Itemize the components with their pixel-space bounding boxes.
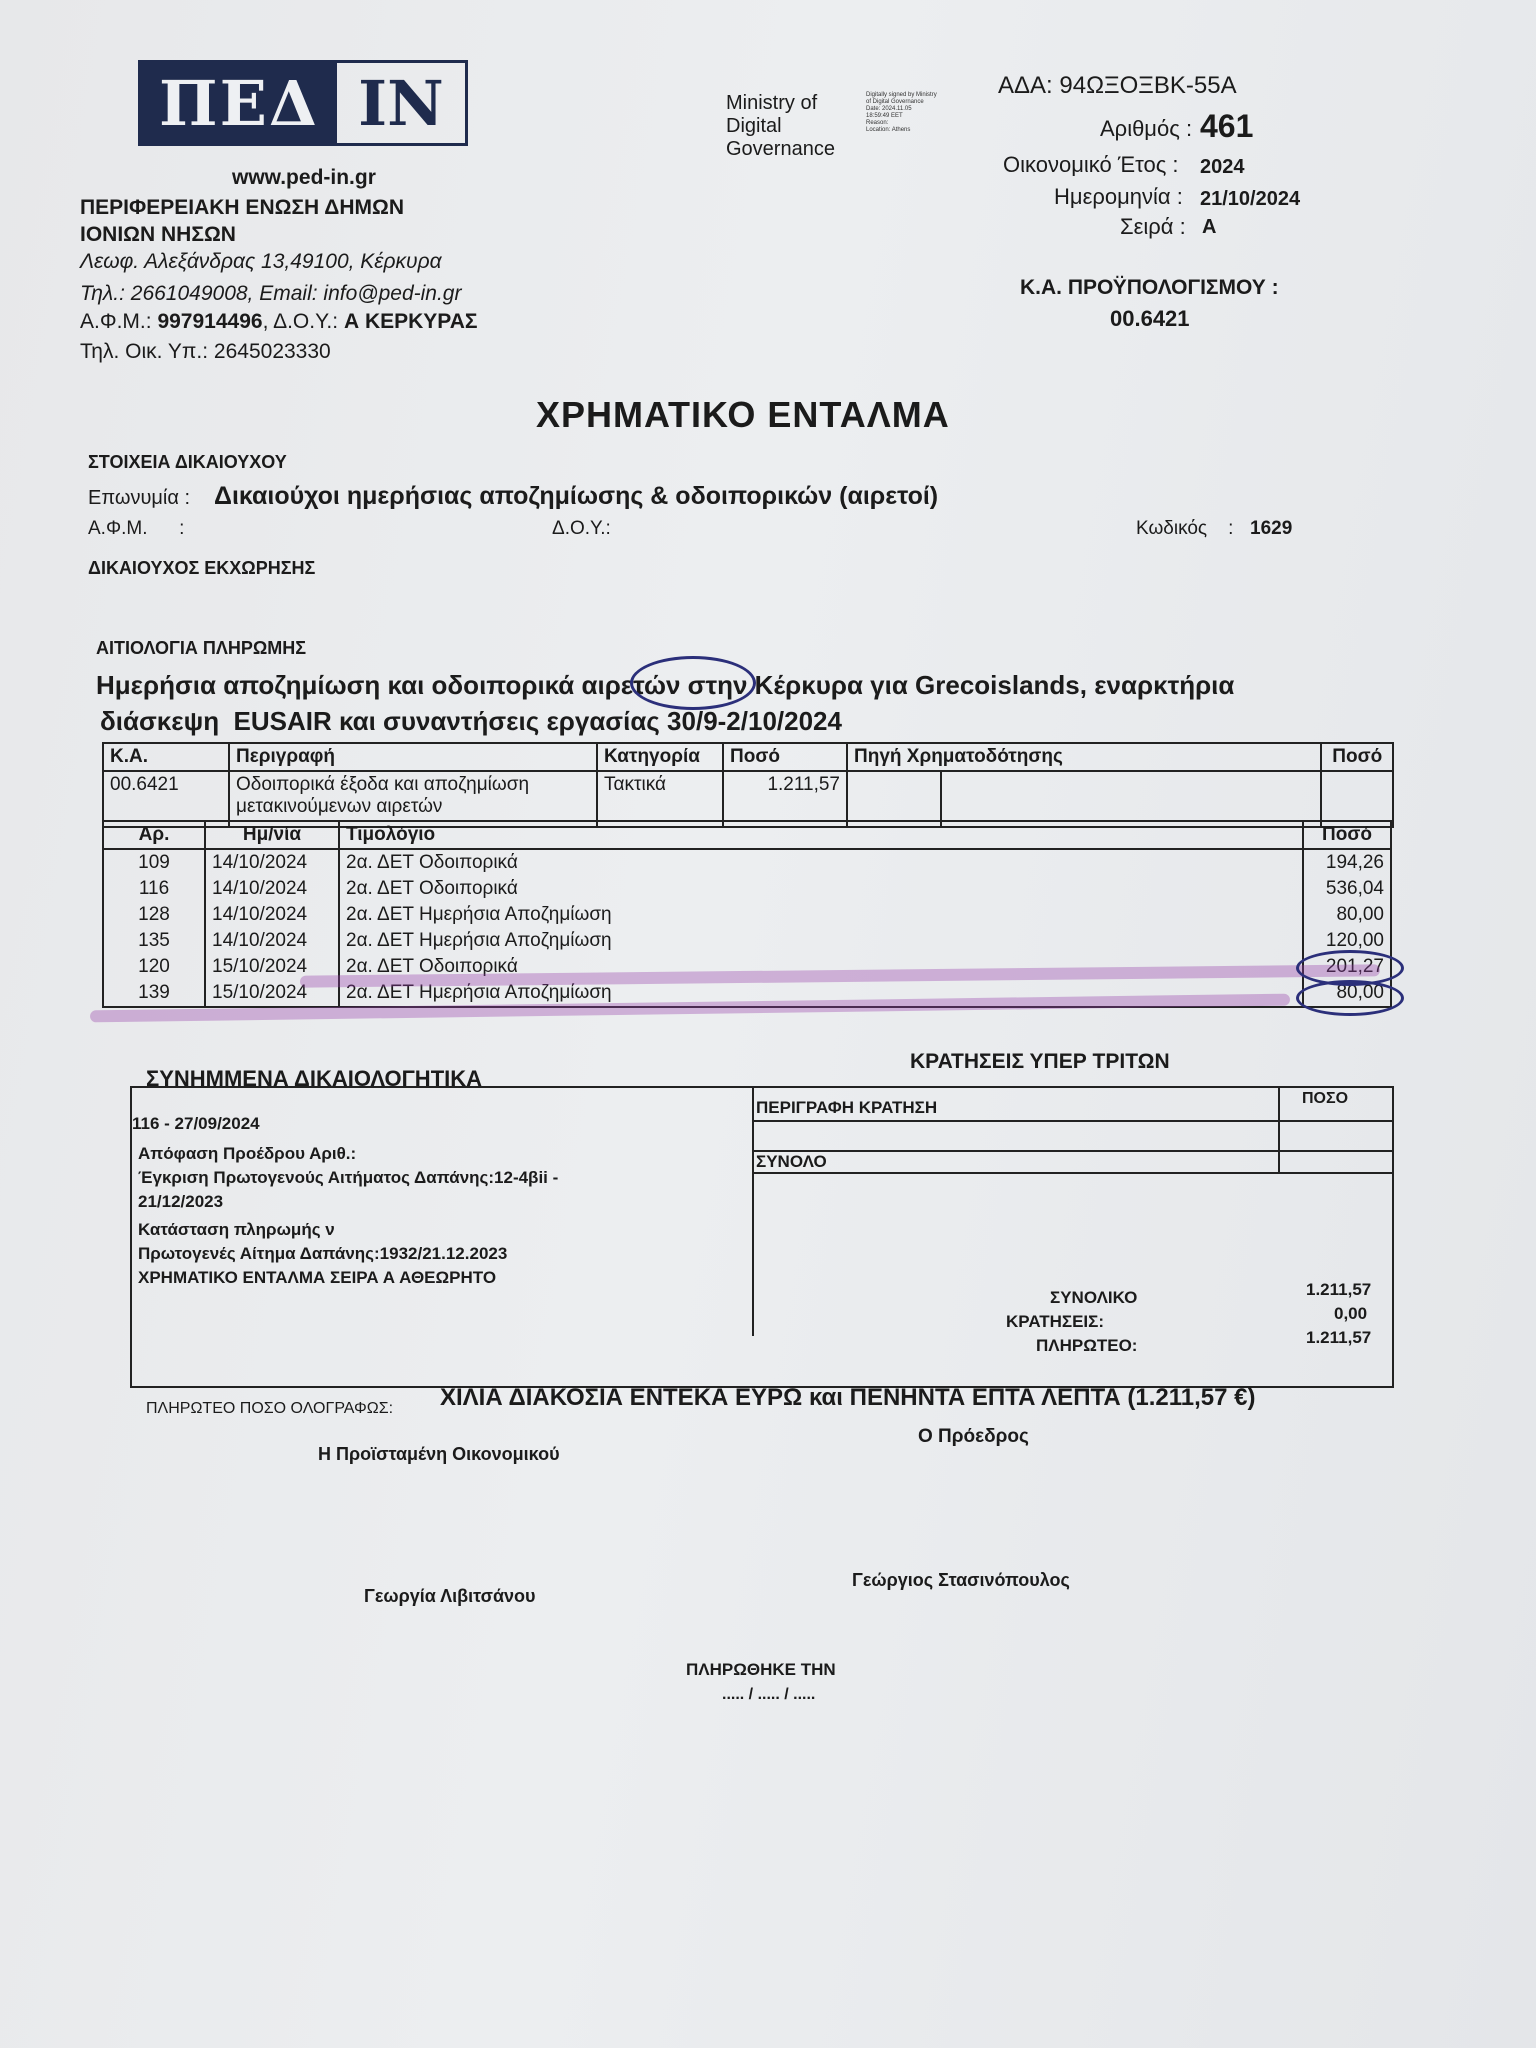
deductions-section: ΚΡΑΤΗΣΕΙΣ ΥΠΕΡ ΤΡΙΤΩΝ [910,1050,1170,1073]
divider [752,1086,754,1336]
attachment-line4: 21/12/2023 [138,1192,224,1211]
assignee-section: ΔΙΚΑΙΟΥΧΟΣ ΕΚΧΩΡΗΣΗΣ [88,558,316,578]
td-no: 109 [103,849,205,876]
beneficiary-code-label: Κωδικός : [1136,518,1234,539]
td-desc: 2α. ΔΕΤ Οδοιπορικά [339,954,1303,980]
number-value: 461 [1200,108,1254,144]
td-date: 14/10/2024 [205,928,339,954]
paid-label: ΠΛΗΡΩΘΗΚΕ ΤΗΝ [686,1660,836,1679]
th-amount: Ποσό [1303,821,1391,849]
td-funding-source-b [941,771,1321,827]
ada: ΑΔΑ: 94ΩΞΟΞΒΚ-55Α [998,72,1237,99]
td-amount: 120,00 [1303,928,1391,954]
td-funding-source-a [847,771,941,827]
doy-value: Α ΚΕΡΚΥΡΑΣ [343,310,478,333]
th-amount: Ποσό [723,743,847,771]
afm-value: 997914496 [157,310,263,333]
date-value: 21/10/2024 [1200,188,1301,210]
td-date: 14/10/2024 [205,849,339,876]
td-no: 139 [103,980,205,1007]
payable-value: 1.211,57 [1306,1328,1372,1347]
attachment-line3: Έγκριση Πρωτογενούς Αιτήματος Δαπάνης:12-4βii - [138,1168,559,1187]
td-amount: 194,26 [1303,849,1391,876]
td-desc: 2α. ΔΕΤ Ημερήσια Αποζημίωση [339,902,1303,928]
deductions-value: 0,00 [1334,1304,1368,1323]
signature-right-title: Ο Πρόεδρος [918,1426,1029,1447]
td-desc: 2α. ΔΕΤ Οδοιπορικά [339,876,1303,902]
td-date: 15/10/2024 [205,980,339,1007]
afm-prefix: Α.Φ.Μ.: [80,310,158,333]
beneficiary-section: ΣΤΟΙΧΕΙΑ ΔΙΚΑΙΟΥΧΟΥ [88,452,287,472]
accounting-phone: Τηλ. Οικ. Υπ.: 2645023330 [80,340,331,363]
divider [752,1172,1394,1174]
th-funding-source: Πηγή Χρηματοδότησης [847,743,1321,771]
beneficiary-doy-label: Δ.Ο.Υ.: [552,518,611,539]
logo-right: IN [358,66,444,140]
table-row [103,849,1391,876]
signature-right-name: Γεώργιος Στασινόπουλος [852,1570,1070,1590]
divider [752,1120,1394,1122]
deduction-desc-header: ΠΕΡΙΓΡΑΦΗ ΚΡΑΤΗΣΗ [756,1098,938,1117]
org-line2: ΙΟΝΙΩΝ ΝΗΣΩΝ [80,223,236,246]
td-no: 135 [103,928,205,954]
td-date: 15/10/2024 [205,954,339,980]
reason-line2: διάσκεψη EUSAIR και συναντήσεις εργασίας 30/9-2/10/2024 [100,706,842,736]
signature-left-title: Η Προϊσταμένη Οικονομικού [318,1444,560,1464]
attachment-line1: 116 - 27/09/2024 [132,1114,260,1133]
series-value: Α [1202,216,1217,238]
number-label: Αριθμός : [1100,116,1193,141]
total-label: ΣΥΝΟΛΙΚΟ [1050,1288,1138,1307]
doy-label: , Δ.Ο.Υ.: [262,310,344,333]
sig-line: Digitally signed by Ministry [866,92,937,98]
handwritten-circle-mark [630,656,756,710]
table-row [103,928,1391,954]
phone-email: Τηλ.: 2661049008, Email: info@ped-in.gr [80,282,462,305]
org-line1: ΠΕΡΙΦΕΡΕΙΑΚΗ ΕΝΩΣΗ ΔΗΜΩΝ [80,196,405,219]
th-funding-amount: Ποσό [1321,743,1393,771]
series-label: Σειρά : [1120,214,1186,239]
td-funding-amount [1321,771,1393,827]
td-desc: 2α. ΔΕΤ Οδοιπορικά [339,849,1303,876]
sig-line: Location: Athens [866,127,911,133]
sig-line: of Digital Governance [866,99,924,105]
td-category: Τακτικά [597,771,723,827]
td-desc: 2α. ΔΕΤ Ημερήσια Αποζημίωση [339,928,1303,954]
td-date: 14/10/2024 [205,876,339,902]
amount-words: ΧΙΛΙΑ ΔΙΑΚΟΣΙΑ ΕΝΤΕΚΑ ΕΥΡΩ και ΠΕΝΗΝΤΑ ΕΠΤΑ ΛΕΠΤΑ (1.211,57 €) [440,1384,1256,1411]
beneficiary-afm-label: Α.Φ.Μ. : [88,518,185,539]
paid-date: ..... / ..... / ..... [722,1686,816,1703]
deduction-amount-header: ΠΟΣΟ [1302,1090,1349,1107]
th-invoice: Τιμολόγιο [339,821,1303,849]
reason-part-a: Ημερήσια αποζημίωση και οδοιπορικά [96,670,582,700]
deductions-label: ΚΡΑΤΗΣΕΙΣ: [1006,1312,1105,1331]
beneficiary-name-label: Επωνυμία : [88,487,191,509]
reason-section: ΑΙΤΙΟΛΟΓΙΑ ΠΛΗΡΩΜΗΣ [96,638,307,658]
reason-part-b: αιρετών [581,670,681,700]
td-no: 128 [103,902,205,928]
td-amount: 536,04 [1303,876,1391,902]
amount-words-label: ΠΛΗΡΩΤΕΟ ΠΟΣΟ ΟΛΟΓΡΑΦΩΣ: [146,1400,394,1417]
table-row [103,902,1391,928]
attachments-section: ΣΥΝΗΜΜΕΝΑ ΔΙΚΑΙΟΛΟΓΗΤΙΚΑ [146,1066,483,1091]
ministry-label: Ministry of Digital Governance [726,92,835,160]
sig-line: Reason: [866,120,889,126]
attachment-line5: Κατάσταση πληρωμής ν [138,1220,335,1239]
th-description: Περιγραφή [229,743,597,771]
attachment-line7: ΧΡΗΜΑΤΙΚΟ ΕΝΤΑΛΜΑ ΣΕΙΡΑ Α ΑΘΕΩΡΗΤΟ [138,1268,497,1287]
logo-left: ΠΕΔ [141,63,337,143]
td-desc: 2α. ΔΕΤ Ημερήσια Αποζημίωση [339,980,1303,1007]
year-value: 2024 [1200,156,1245,178]
reason-part-c: στην Κέρκυρα για Grecoislands, εναρκτήρια [680,670,1235,700]
budget-code: 00.6421 [1110,306,1190,331]
td-description: Οδοιπορικά έξοδα και αποζημίωση μετακινούμενων αιρετών [229,771,597,827]
address: Λεωφ. Αλεξάνδρας 13,49100, Κέρκυρα [80,250,442,273]
ped-in-logo [138,60,468,146]
main-table [102,742,1394,828]
year-label: Οικονομικό Έτος : [1003,152,1179,177]
digital-signature-stamp [866,92,1016,134]
table-row [103,876,1391,902]
td-date: 14/10/2024 [205,902,339,928]
attachment-line6: Πρωτογενές Αίτημα Δαπάνης:1932/21.12.2023 [138,1244,508,1263]
attachment-line2: Απόφαση Προέδρου Αριθ.: [138,1144,357,1163]
th-no: Αρ. [103,821,205,849]
document-title: ΧΡΗΜΑΤΙΚΟ ΕΝΤΑΛΜΑ [536,394,950,435]
td-amount: 1.211,57 [723,771,847,827]
signature-left-name: Γεωργία Λιβιτσάνου [364,1586,536,1606]
th-code: Κ.Α. [103,743,229,771]
td-no: 120 [103,954,205,980]
th-category: Κατηγορία [597,743,723,771]
total-value: 1.211,57 [1306,1280,1372,1299]
sig-line: 18:59:49 EET [866,113,903,119]
td-no: 116 [103,876,205,902]
td-amount: 80,00 [1303,980,1391,1007]
beneficiary-name: Δικαιούχοι ημερήσιας αποζημίωσης & οδοιπορικών (αιρετοί) [214,482,939,510]
divider [752,1150,1394,1152]
budget-label: Κ.Α. ΠΡΟΫΠΟΛΟΓΙΣΜΟΥ : [1020,276,1279,299]
td-code: 00.6421 [103,771,229,827]
afm-line [80,310,478,334]
td-amount: 201,27 [1303,954,1391,980]
th-date: Ημ/νία [205,821,339,849]
sig-line: Date: 2024.11.05 [866,106,912,112]
td-amount: 80,00 [1303,902,1391,928]
deduction-sum-label: ΣΥΝΟΛΟ [756,1152,827,1171]
website: www.ped-in.gr [232,166,376,189]
beneficiary-code: 1629 [1250,518,1293,539]
date-label: Ημερομηνία : [1054,184,1183,209]
handwritten-circle-mark [1296,980,1404,1016]
payable-label: ΠΛΗΡΩΤΕΟ: [1036,1336,1138,1355]
divider [1278,1086,1280,1172]
